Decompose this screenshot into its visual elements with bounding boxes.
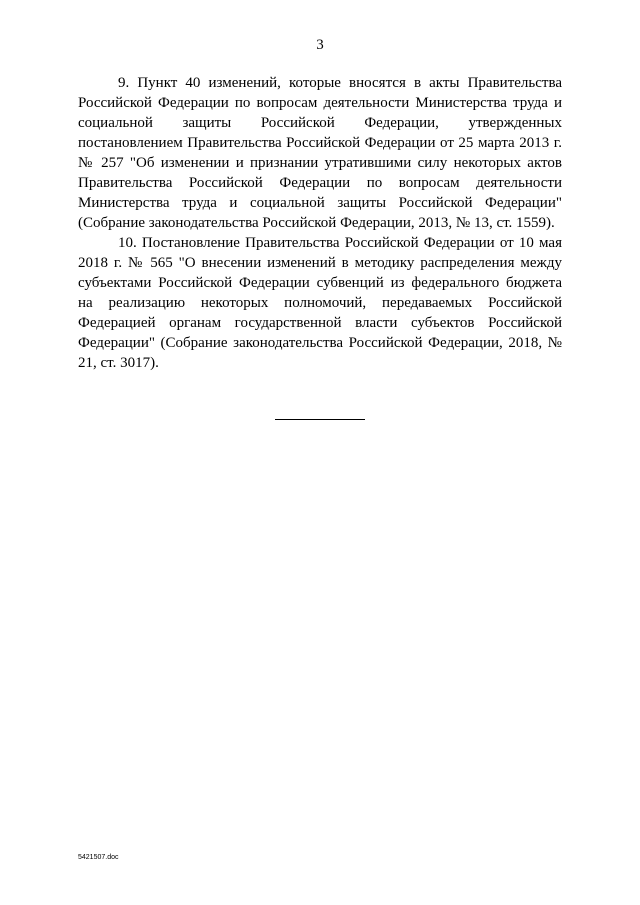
document-file-id: 5421507.doc [78, 854, 119, 861]
paragraph-item-9: 9. Пункт 40 изменений, которые вносятся в акты Правительства Российской Федерации по вопросам деятельности Министерства труда и социальной защиты Российской Федерации, утвержденных постановлением Правительства Российской Федерации от 25 марта 2013 г. № 257 "Об изменении и признании утратившими силу некоторых актов Правительства Российской Федерации по вопросам деятельности Министерства труда и социальной защиты Российской Федерации" (Собрание законодательства Российской Федерации, 2013, № 13, ст. 1559). [78, 75, 562, 231]
document-body [78, 73, 562, 373]
paragraph-item-10: 10. Постановление Правительства Российской Федерации от 10 мая 2018 г. № 565 "О внесении изменений в методику распределения между субъектами Российской Федерации субвенций из федерального бюджета на реализацию некоторых полномочий, передаваемых Российской Федерацией органам государственной власти субъектов Российской Федерации" (Собрание законодательства Российской Федерации, 2018, № 21, ст. 3017). [78, 235, 562, 371]
page-number: 3 [316, 37, 324, 53]
end-separator-line [275, 419, 365, 420]
